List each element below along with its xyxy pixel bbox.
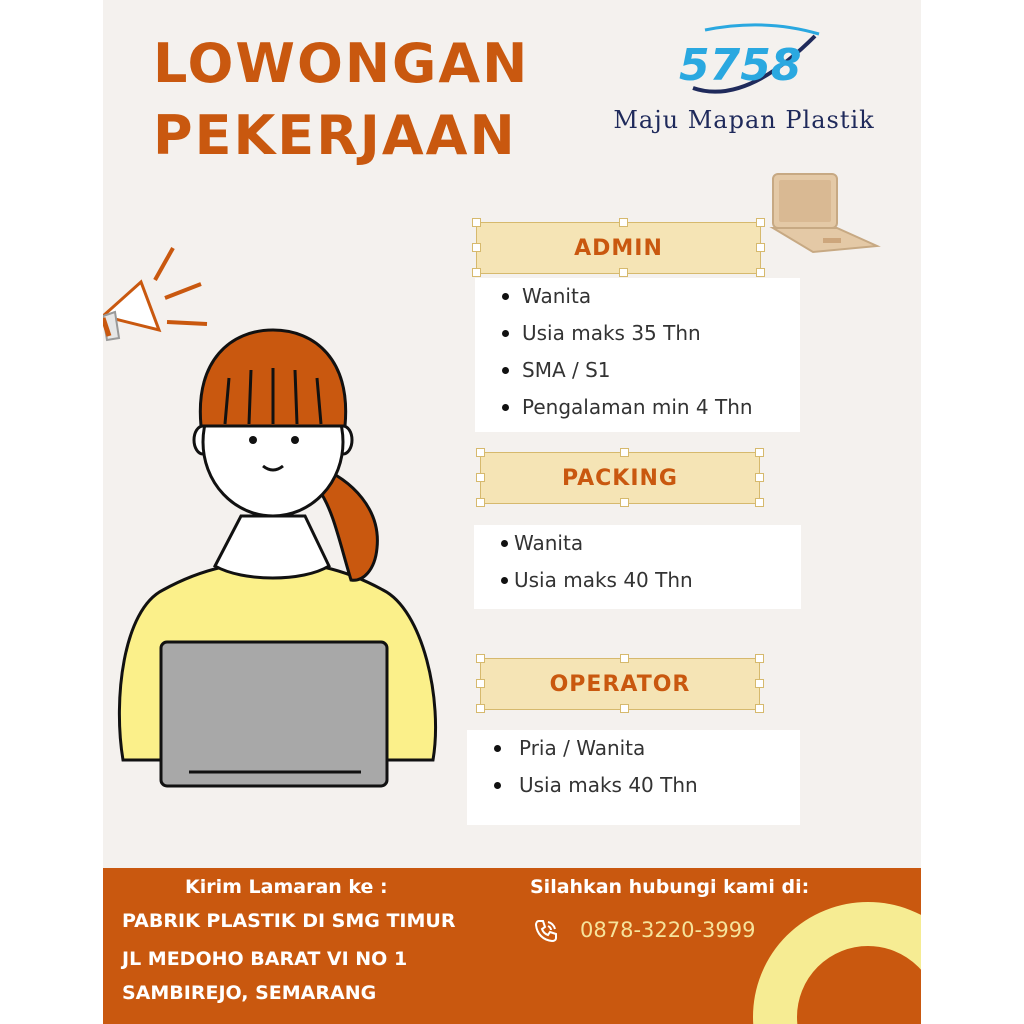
selection-handle bbox=[476, 448, 485, 457]
selection-handle bbox=[755, 679, 764, 688]
selection-handle bbox=[755, 654, 764, 663]
selection-handle bbox=[620, 704, 629, 713]
selection-handle bbox=[476, 654, 485, 663]
selection-handle bbox=[619, 218, 628, 227]
address-line-1: PABRIK PLASTIK DI SMG TIMUR bbox=[122, 910, 456, 932]
requirements-card-operator bbox=[467, 730, 800, 825]
selection-handle bbox=[472, 268, 481, 277]
selection-handle bbox=[755, 498, 764, 507]
company-name: Maju Mapan Plastik bbox=[613, 106, 875, 134]
selection-handle bbox=[476, 473, 485, 482]
selection-handle bbox=[756, 268, 765, 277]
job-title-admin bbox=[476, 222, 761, 274]
requirements-card-packing bbox=[474, 525, 801, 609]
poster-title-line1: LOWONGAN bbox=[153, 32, 530, 95]
address-line-3: SAMBIREJO, SEMARANG bbox=[122, 982, 377, 1004]
contact-label: Silahkan hubungi kami di: bbox=[530, 876, 810, 898]
woman-with-laptop-illustration bbox=[103, 320, 443, 804]
laptop-decoration-icon bbox=[769, 172, 881, 264]
selection-handle bbox=[476, 704, 485, 713]
selection-handle bbox=[756, 218, 765, 227]
list-item: Pengalaman min 4 Thn bbox=[475, 389, 800, 426]
selection-handle bbox=[620, 654, 629, 663]
phone-number-link[interactable]: 0878-3220-3999 bbox=[580, 918, 756, 942]
selection-handle bbox=[755, 473, 764, 482]
selection-handle bbox=[472, 243, 481, 252]
requirements-card-admin bbox=[475, 278, 800, 432]
list-item: Pria / Wanita bbox=[467, 730, 800, 767]
list-item: Usia maks 35 Thn bbox=[475, 315, 800, 352]
selection-handle bbox=[620, 498, 629, 507]
send-application-label: Kirim Lamaran ke : bbox=[185, 876, 388, 898]
list-item: SMA / S1 bbox=[475, 352, 800, 389]
list-item: Wanita bbox=[475, 278, 800, 315]
job-poster bbox=[103, 0, 921, 1024]
job-title-operator bbox=[480, 658, 760, 710]
job-title-label: PACKING bbox=[562, 465, 678, 491]
company-logo bbox=[675, 22, 825, 106]
job-title-packing bbox=[480, 452, 760, 504]
selection-handle bbox=[755, 704, 764, 713]
logo-number: 5758 bbox=[679, 40, 802, 91]
list-item: Usia maks 40 Thn bbox=[474, 562, 801, 599]
poster-title-line2: PEKERJAAN bbox=[153, 104, 517, 167]
job-title-label: ADMIN bbox=[574, 235, 663, 261]
selection-handle bbox=[476, 498, 485, 507]
address-line-2: JL MEDOHO BARAT VI NO 1 bbox=[122, 948, 408, 970]
phone-icon bbox=[533, 918, 559, 948]
decorative-circle bbox=[753, 902, 921, 1024]
list-item: Wanita bbox=[474, 525, 801, 562]
selection-handle bbox=[756, 243, 765, 252]
job-title-label: OPERATOR bbox=[549, 671, 691, 697]
contact-footer bbox=[103, 868, 921, 1024]
selection-handle bbox=[619, 268, 628, 277]
list-item: Usia maks 40 Thn bbox=[467, 767, 800, 804]
selection-handle bbox=[755, 448, 764, 457]
selection-handle bbox=[476, 679, 485, 688]
selection-handle bbox=[472, 218, 481, 227]
selection-handle bbox=[620, 448, 629, 457]
